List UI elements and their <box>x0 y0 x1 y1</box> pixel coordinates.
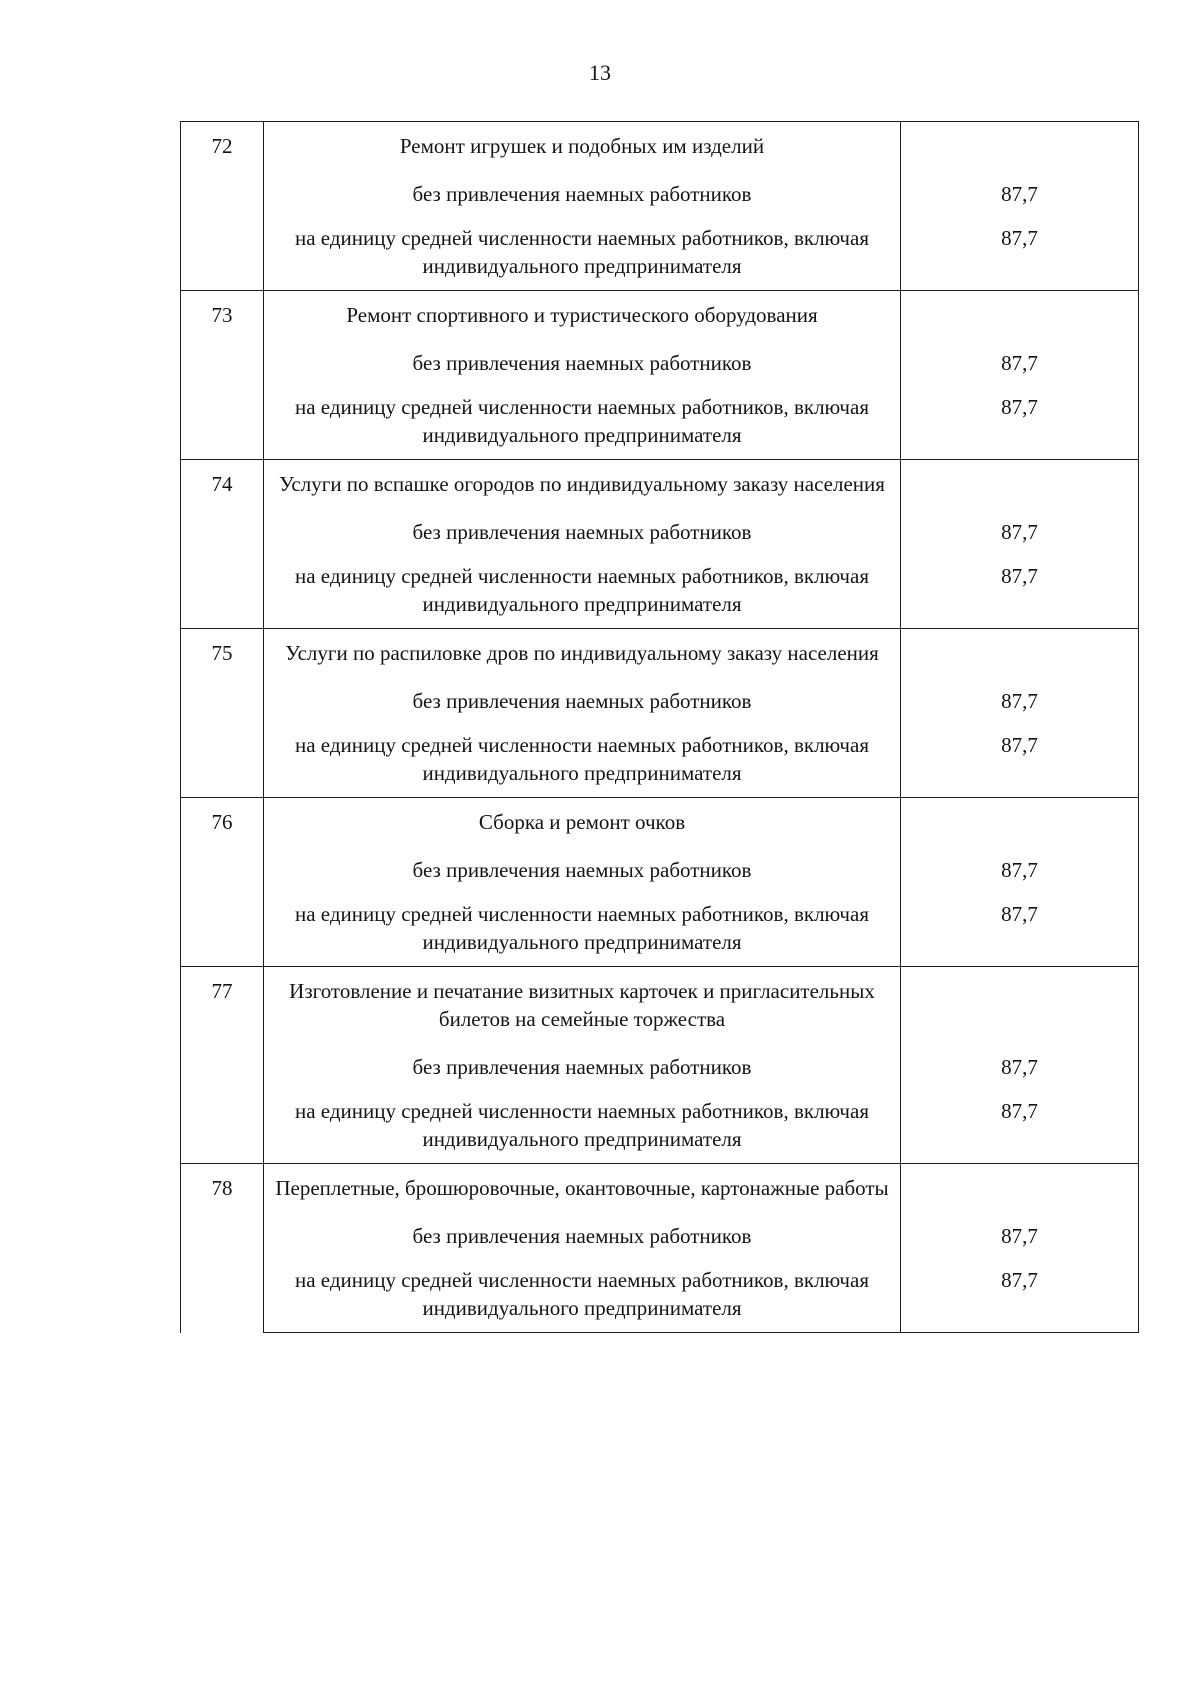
service-group-row <box>181 1164 1139 1217</box>
sub-row-per-worker <box>181 725 1139 798</box>
sub-label-no-workers: без привлечения наемных работников <box>264 512 901 556</box>
sub-label-no-workers: без привлечения наемных работников <box>264 1216 901 1260</box>
sub-row-no-workers <box>181 681 1139 725</box>
value-no-workers: 87,7 <box>901 1216 1139 1260</box>
sub-label-no-workers: без привлечения наемных работников <box>264 174 901 218</box>
row-number: 73 <box>181 291 264 460</box>
service-group-row <box>181 798 1139 851</box>
title-value-cell <box>901 291 1139 344</box>
sub-row-per-worker <box>181 556 1139 629</box>
row-number: 74 <box>181 460 264 629</box>
title-value-cell <box>901 798 1139 851</box>
sub-row-no-workers <box>181 343 1139 387</box>
service-title: Переплетные, брошюровочные, окантовочные, картонажные работы <box>264 1164 901 1217</box>
row-number: 77 <box>181 967 264 1164</box>
value-per-worker: 87,7 <box>901 894 1139 967</box>
service-group-row <box>181 629 1139 682</box>
value-no-workers: 87,7 <box>901 850 1139 894</box>
value-per-worker: 87,7 <box>901 1260 1139 1333</box>
sub-row-per-worker <box>181 1260 1139 1333</box>
sub-row-no-workers <box>181 174 1139 218</box>
sub-row-per-worker <box>181 218 1139 291</box>
service-title: Ремонт игрушек и подобных им изделий <box>264 122 901 175</box>
sub-row-per-worker <box>181 387 1139 460</box>
page-number: 13 <box>589 60 611 85</box>
sub-row-no-workers <box>181 850 1139 894</box>
value-per-worker: 87,7 <box>901 387 1139 460</box>
sub-label-no-workers: без привлечения наемных работников <box>264 681 901 725</box>
value-no-workers: 87,7 <box>901 174 1139 218</box>
sub-label-per-worker: на единицу средней численности наемных работников, включая индивидуального предпринимателя <box>264 218 901 291</box>
value-per-worker: 87,7 <box>901 1091 1139 1164</box>
sub-label-no-workers: без привлечения наемных работников <box>264 850 901 894</box>
title-value-cell <box>901 1164 1139 1217</box>
row-number: 75 <box>181 629 264 798</box>
value-per-worker: 87,7 <box>901 218 1139 291</box>
service-title: Услуги по распиловке дров по индивидуальному заказу населения <box>264 629 901 682</box>
tariff-table-body <box>181 122 1139 1333</box>
sub-row-per-worker <box>181 894 1139 967</box>
value-per-worker: 87,7 <box>901 725 1139 798</box>
sub-label-per-worker: на единицу средней численности наемных работников, включая индивидуального предпринимателя <box>264 1260 901 1333</box>
sub-label-per-worker: на единицу средней численности наемных работников, включая индивидуального предпринимателя <box>264 894 901 967</box>
row-number: 72 <box>181 122 264 291</box>
service-title: Ремонт спортивного и туристического оборудования <box>264 291 901 344</box>
row-number: 76 <box>181 798 264 967</box>
sub-label-per-worker: на единицу средней численности наемных работников, включая индивидуального предпринимателя <box>264 1091 901 1164</box>
value-per-worker: 87,7 <box>901 556 1139 629</box>
sub-label-no-workers: без привлечения наемных работников <box>264 1047 901 1091</box>
sub-label-per-worker: на единицу средней численности наемных работников, включая индивидуального предпринимателя <box>264 556 901 629</box>
service-group-row <box>181 122 1139 175</box>
title-value-cell <box>901 967 1139 1048</box>
service-group-row <box>181 460 1139 513</box>
tariff-table <box>180 121 1139 1333</box>
service-title: Изготовление и печатание визитных карточек и пригласительных билетов на семейные торжества <box>264 967 901 1048</box>
service-group-row <box>181 967 1139 1048</box>
sub-row-no-workers <box>181 512 1139 556</box>
sub-row-no-workers <box>181 1216 1139 1260</box>
title-value-cell <box>901 629 1139 682</box>
sub-label-per-worker: на единицу средней численности наемных работников, включая индивидуального предпринимателя <box>264 725 901 798</box>
service-title: Сборка и ремонт очков <box>264 798 901 851</box>
value-no-workers: 87,7 <box>901 1047 1139 1091</box>
service-title: Услуги по вспашке огородов по индивидуальному заказу населения <box>264 460 901 513</box>
sub-label-per-worker: на единицу средней численности наемных работников, включая индивидуального предпринимателя <box>264 387 901 460</box>
value-no-workers: 87,7 <box>901 681 1139 725</box>
value-no-workers: 87,7 <box>901 343 1139 387</box>
title-value-cell <box>901 122 1139 175</box>
sub-row-per-worker <box>181 1091 1139 1164</box>
sub-label-no-workers: без привлечения наемных работников <box>264 343 901 387</box>
title-value-cell <box>901 460 1139 513</box>
sub-row-no-workers <box>181 1047 1139 1091</box>
row-number: 78 <box>181 1164 264 1333</box>
value-no-workers: 87,7 <box>901 512 1139 556</box>
service-group-row <box>181 291 1139 344</box>
